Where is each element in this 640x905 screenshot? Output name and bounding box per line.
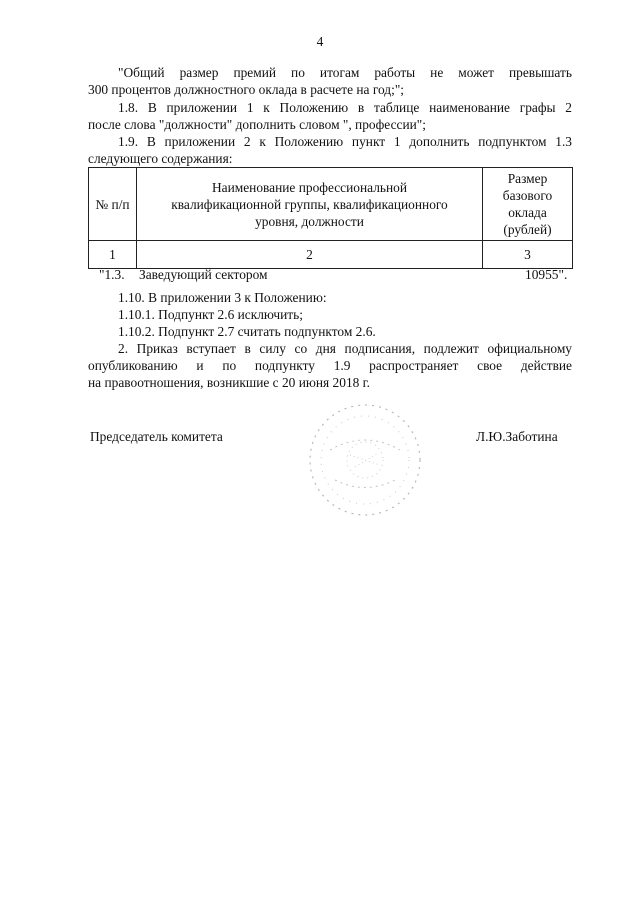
page-number: 4 <box>316 34 324 49</box>
item-1-10-2: 1.10.2. Подпункт 2.7 считать подпунктом 2.6. <box>118 324 376 339</box>
paragraph-premium-line1: "Общий размер премий по итогам работы не может превышать <box>118 65 572 80</box>
signatory-position: Председатель комитета <box>90 429 223 444</box>
item-2-line3: на правоотношения, возникшие с 20 июня 2018 г. <box>88 375 371 390</box>
table-column-numbers-row <box>89 241 573 269</box>
paragraph-1-9-line2: следующего содержания: <box>88 151 233 166</box>
column-number-3: 3 <box>483 241 573 269</box>
header-salary: Размер базового оклада (рублей) <box>483 168 573 241</box>
row-1-3-name: Заведующий сектором <box>139 267 268 282</box>
table-header-row <box>89 168 573 241</box>
item-2-line1: 2. Приказ вступает в силу со дня подписания, подлежит официальному <box>118 341 572 356</box>
column-number-1: 1 <box>89 241 137 269</box>
paragraph-premium-line2: 300 процентов должностного оклада в расчете на год;"; <box>88 82 405 97</box>
item-2-line2: опубликованию и по подпункту 1.9 распространяет свое действие <box>88 358 572 373</box>
header-number: № п/п <box>89 168 137 241</box>
faded-stamp-image <box>300 395 430 525</box>
item-1-10: 1.10. В приложении 3 к Положению: <box>118 290 327 305</box>
paragraph-1-8-line1: 1.8. В приложении 1 к Положению в таблице наименование графы 2 <box>118 100 572 115</box>
paragraph-1-9-line1: 1.9. В приложении 2 к Положению пункт 1 дополнить подпунктом 1.3 <box>118 134 572 149</box>
row-1-3-number: "1.3. <box>99 267 125 282</box>
item-1-10-1: 1.10.1. Подпункт 2.6 исключить; <box>118 307 303 322</box>
salary-table <box>88 167 573 269</box>
row-1-3-value: 10955". <box>525 267 568 282</box>
column-number-2: 2 <box>137 241 483 269</box>
paragraph-1-8-line2: после слова "должности" дополнить словом ", профессии"; <box>88 117 426 132</box>
header-position-name: Наименование профессиональной квалификационной группы, квалификационного уровня, должности <box>137 168 483 241</box>
signatory-name: Л.Ю.Заботина <box>476 429 558 444</box>
